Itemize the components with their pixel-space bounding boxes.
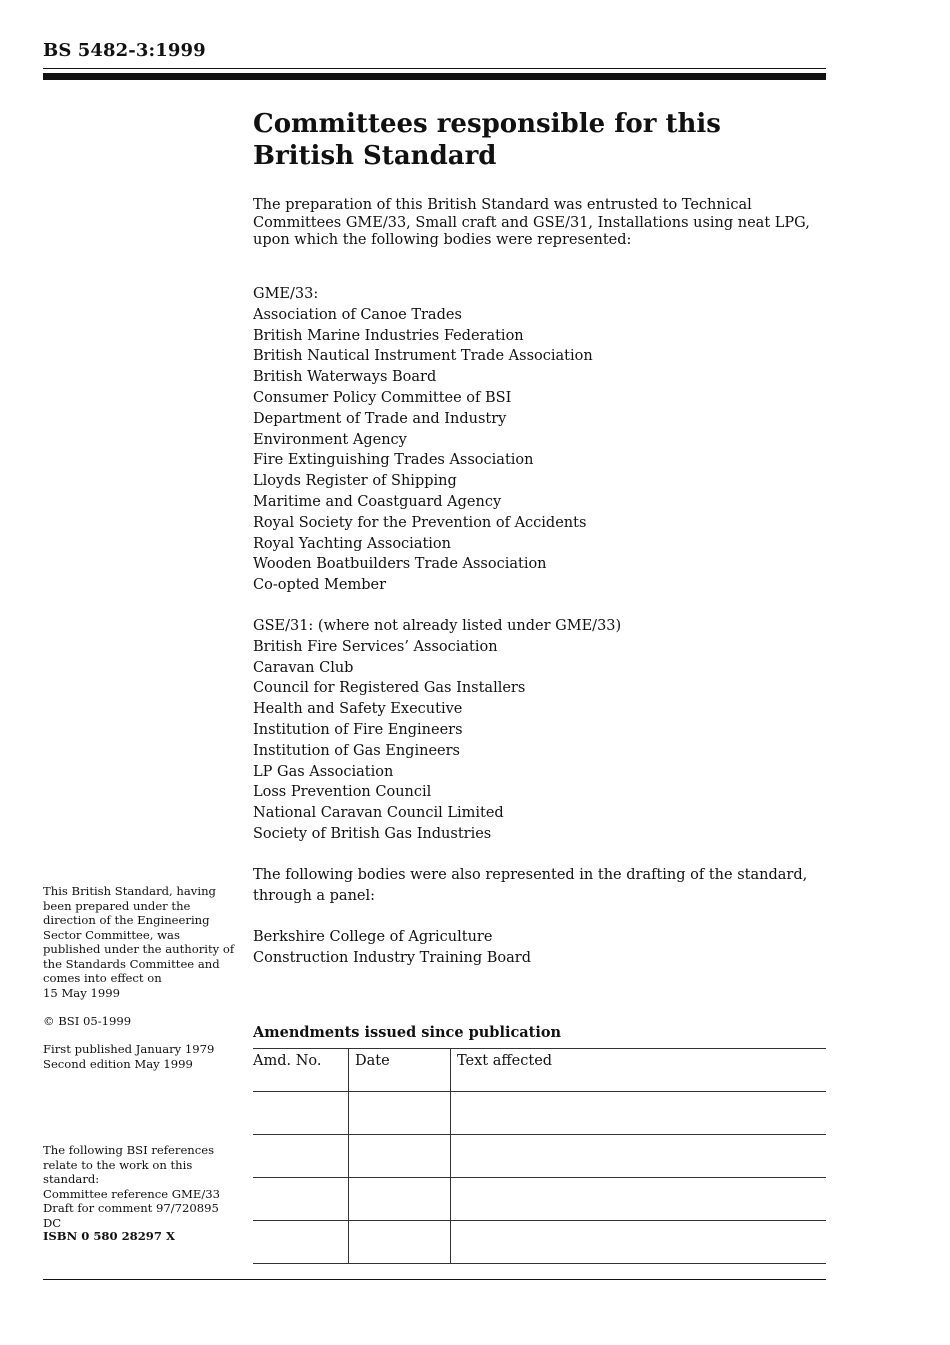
list-item: Health and Safety Executive [253,701,463,718]
column-header-date: Date [349,1049,451,1092]
table-cell [253,1221,349,1264]
sidebar-publication-note [43,884,238,1000]
list-item: Department of Trade and Industry [253,410,507,427]
amendments-heading: Amendments issued since publication [253,1024,562,1041]
table-cell [253,1135,349,1178]
list-item: Maritime and Coastguard Agency [253,493,502,510]
column-header-text-affected: Text affected [451,1049,827,1092]
list-item: Loss Prevention Council [253,784,432,801]
table-row [253,1178,826,1221]
table-header-row [253,1049,826,1092]
document-id: BS 5482-3:1999 [43,40,206,61]
intro-paragraph: The preparation of this British Standard was entrusted to Technical Committees GME/33, Small craft and GSE/31, Installations using neat LPG, upon which the following bodies were represented: [253,197,810,248]
title-line-1: Committees responsible for this [253,109,721,139]
second-edition: Second edition May 1999 [43,1056,193,1071]
table-cell [349,1178,451,1221]
list-item: LP Gas Association [253,763,394,780]
table-row [253,1135,826,1178]
list-item: Institution of Fire Engineers [253,721,463,738]
first-published: First published January 1979 [43,1042,215,1056]
list-item: Lloyds Register of Shipping [253,473,457,490]
list-item: British Waterways Board [253,369,437,386]
references-intro: The following BSI references relate to the work on this standard: [43,1143,215,1186]
list-item: Environment Agency [253,431,407,448]
table-cell [451,1092,827,1135]
publication-history [43,1042,238,1071]
list-item: Berkshire College of Agriculture [253,929,493,945]
list-item: Consumer Policy Committee of BSI [253,389,512,406]
gme33-heading: GME/33: [253,286,319,302]
list-item: British Marine Industries Federation [253,327,524,344]
header-rule-thin [43,68,826,69]
table-cell [253,1092,349,1135]
list-item: Royal Yachting Association [253,535,451,552]
copyright-notice: © BSI 05-1999 [43,1014,132,1028]
bsi-references [43,1143,238,1230]
table-row [253,1092,826,1135]
table-cell [349,1221,451,1264]
column-header-amd-no: Amd. No. [253,1049,349,1092]
list-item: Association of Canoe Trades [253,306,462,323]
header-rule-thick [43,73,826,80]
effective-date: 15 May 1999 [43,985,120,1000]
gme33-list [253,284,826,596]
list-item: Caravan Club [253,659,354,676]
isbn: ISBN 0 580 28297 X [43,1229,175,1243]
gse31-list [253,616,826,845]
list-item: British Fire Services’ Association [253,638,498,655]
draft-comment-reference: Draft for comment 97/720895 DC [43,1201,219,1230]
panel-paragraph: The following bodies were also represented in the drafting of the standard, through a panel: [253,867,808,904]
list-item: National Caravan Council Limited [253,805,504,822]
table-cell [349,1092,451,1135]
list-item: Society of British Gas Industries [253,825,492,842]
title-line-2: British Standard [253,141,497,171]
committee-reference: Committee reference GME/33 [43,1186,220,1201]
list-item: Wooden Boatbuilders Trade Association [253,556,547,573]
page-title [253,108,813,172]
list-item: Fire Extinguishing Trades Association [253,452,534,469]
list-item: Royal Society for the Prevention of Accidents [253,514,587,531]
list-item: Co-opted Member [253,577,387,594]
gse31-heading: GSE/31: (where not already listed under GME/33) [253,618,622,634]
preparation-note: This British Standard, having been prepared under the direction of the Engineering Sector Committee, was published under the authority of the Standards Committee and comes into effect on [43,884,235,985]
panel-list [253,927,826,969]
table-cell [253,1178,349,1221]
list-item: British Nautical Instrument Trade Association [253,348,593,365]
table-cell [349,1135,451,1178]
table-cell [451,1135,827,1178]
list-item: Construction Industry Training Board [253,949,531,966]
list-item: Council for Registered Gas Installers [253,680,526,697]
footer-rule [43,1279,826,1280]
amendments-table [253,1048,826,1264]
list-item: Institution of Gas Engineers [253,742,460,759]
table-cell [451,1221,827,1264]
table-cell [451,1178,827,1221]
table-row [253,1221,826,1264]
